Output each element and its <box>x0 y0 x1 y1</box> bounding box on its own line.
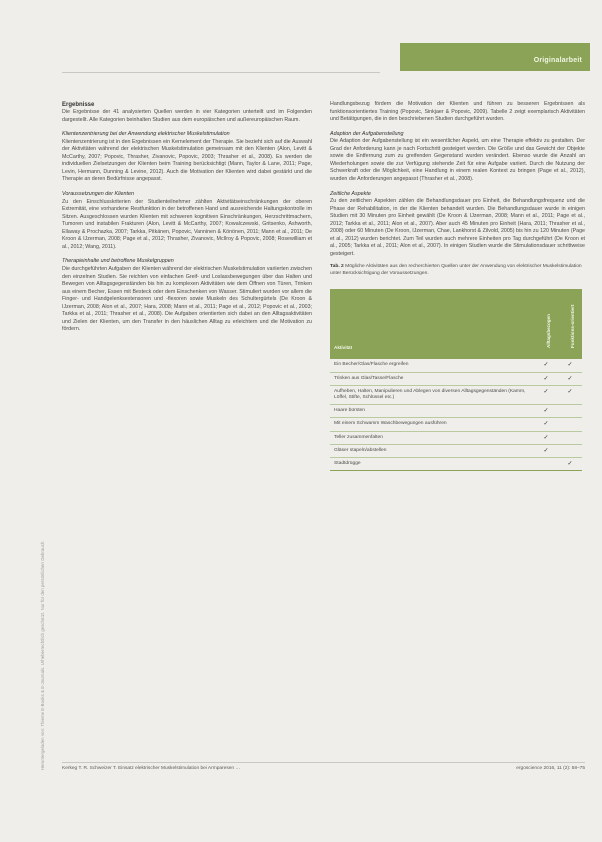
check-icon: ✓ <box>558 457 582 470</box>
table-row <box>330 372 582 385</box>
table-row <box>330 385 582 404</box>
table-cell-activity: Mit einem Schwamm Waschbewegungen ausführen <box>330 418 534 431</box>
footer-citation: Kerkeg T. R. Schweizer T. Einsatz elektrischer Muskelstimulation bei Armparesen … <box>62 766 241 771</box>
table-cell-activity: Gläser stapeln/abstellen <box>330 444 534 457</box>
check-icon: ✓ <box>534 359 558 372</box>
check-icon: ✓ <box>534 418 558 431</box>
paragraph-continued: Handlungsbezug fördern die Motivation der Klienten und führen zu besseren Ergebnissen als funktionsorientiertes Training (Popovic, Sinkjaer & Popovic, 2009). Tabelle 2 zeigt exemplarisch Aktivitäten und Betätigungen, die in den beschriebenen Studien durchgeführt wurden. <box>330 101 585 123</box>
check-icon: ✓ <box>558 385 582 404</box>
table-cell-activity: Trinken aus Glas/Tasse/Flasche <box>330 372 534 385</box>
subheading-adaptation: Adaption der Aufgabenstellung <box>330 130 404 137</box>
table-header-function: Funktions-orientiert <box>558 289 582 359</box>
check-icon <box>534 457 558 470</box>
left-column <box>62 101 312 334</box>
subheading-therapy-content: Therapieinhalte und betroffene Muskelgruppen <box>62 258 174 265</box>
table-row <box>330 444 582 457</box>
check-icon: ✓ <box>534 385 558 404</box>
table-cell-activity: Stadtdrügge <box>330 457 534 470</box>
footer-rule <box>62 762 585 763</box>
table-row <box>330 457 582 470</box>
table-cell-activity: Ein Becher/Glas/Flasche ergreifen <box>330 359 534 372</box>
activity-table <box>330 289 582 471</box>
table-row <box>330 405 582 418</box>
table-body <box>330 359 582 470</box>
check-icon <box>558 444 582 457</box>
table-header-row <box>330 289 582 359</box>
check-icon: ✓ <box>534 431 558 444</box>
section-label: Originalarbeit <box>533 57 582 64</box>
check-icon: ✓ <box>534 405 558 418</box>
table-cell-activity: Haare bürsten <box>330 405 534 418</box>
table-header-activity: Aktivität <box>330 289 534 359</box>
check-icon <box>558 431 582 444</box>
check-icon: ✓ <box>534 444 558 457</box>
check-icon: ✓ <box>558 359 582 372</box>
table-cell-activity: Aufheben, Halten, Manipulieren und Ablegen von diversen Alltagsgegenständen (Kamm, Löffel, Stifte, Schlüssel etc.) <box>330 385 534 404</box>
heading-results: Ergebnisse <box>62 102 95 108</box>
paragraph-adaptation: Die Adaption der Aufgabenstellung ist ein wesentlicher Aspekt, um eine Therapie effektiv zu gestalten. Der Grad der Anforderung kann je nach Fortschritt gesteigert werden. Die Größe und das Gewicht der Objekte sowie die Entfernung zum zu greifenden Gegenstand wurden verändert. Ebenso wurde die Anzahl an Wiederholungen sowie die zur Verfügung stehende Zeit für eine Aufgabe variiert. Durch die Nutzung der Schwerkraft oder die Möglichkeit, eine Handlung in einem realen Kontext zu bringen (Page et al., 2012), wurden die Anforderungen angepasst (Thrasher et al., 2008). <box>330 138 585 182</box>
right-column <box>330 101 585 471</box>
paragraph-prerequisites: Zu den Einschlusskriterien der Studienteilnehmer zählten Aktivitätseinschränkungen der oberen Extremität, eine vorhandene Restfunktion in der betroffenen Hand und ausreichende Haltungskontrolle im Sitzen. Ausgeschlossen wurden Klienten mit schweren kognitiven Einschränkungen, Herzschrittmachern, Tumoren und instabilen Frakturen (Alon, Levitt & McCarthy, 2007; Kowalczewski, Gritsenko, Ashworth, Ellaway & Prochazka, 2007; Tarkka, Pitkänen, Popovic, Vanninen & Könönen, 2011; Mann et al., 2011; De Kroon & IJzerman, 2008; Page et al., 2012; Thrasher, Zivanovic, McIlroy & Popovic, 2008; Rosewilliam et al., 2012; Wang, 2011). <box>62 198 312 250</box>
table-row <box>330 418 582 431</box>
check-icon <box>558 418 582 431</box>
header-rule <box>62 72 380 73</box>
table-row <box>330 431 582 444</box>
table-header-everyday: Alltagsbezogen <box>534 289 558 359</box>
check-icon <box>558 405 582 418</box>
check-icon: ✓ <box>558 372 582 385</box>
download-note: Heruntergeladen von: Thieme E-Books & E-Journals. Urheberrechtlich geschützt. Nur für den persönlichen Gebrauch. <box>40 540 45 770</box>
table-caption-label: Tab. 2 <box>330 264 344 270</box>
paragraph-therapy-content: Die durchgeführten Aufgaben der Klienten während der elektrischen Muskelstimulation variierten zwischen den einzelnen Studien. Sie reichten von einfachen Greif- und Loslassbewegungen über das Halten und Bewegen von Alltagsgegenständen bis hin zu komplexen Aktivitäten wie dem Öffnen von Türen, Trinken aus einem Becher, Essen mit Besteck oder dem Einschenken von Wasser. Stimuliert wurden vor allem die Finger- und Handgelenksextensoren und -flexoren sowie Muskeln des Schultergürtels (De Kroon & IJzerman, 2008; Alon et al., 2007; Hara, 2008; Mann et al., 2011; Page et al., 2012; Popovic et al., 2003; Tarkka et al., 2011; Thrasher et al., 2008). Die Aufgaben orientierten sich dabei an den Alltagsaktivitäten und Zielen der Klienten, um den Transfer in den häuslichen Alltag zu erleichtern und die Motivation zu fördern. <box>62 265 312 333</box>
table-row <box>330 359 582 372</box>
subheading-prerequisites: Voraussetzungen der Klienten <box>62 190 135 197</box>
paragraph-intro: Die Ergebnisse der 41 analysierten Quellen werden in vier Kategorien unterteilt und im Folgenden dargestellt. Alle Kategorien beinhalten Studien aus dem europäischen und außereuropäischen Raum. <box>62 109 312 123</box>
table-caption <box>330 264 585 277</box>
paragraph-client-centering: Klientenzentrierung ist in den Ergebnissen ein Kernelement der Therapie. Sie bezieht sich auf die Auswahl der Aktivitäten während der elektrischen Muskelstimulation gemeinsam mit den Klienten (Alon, Levitt & McCarthy, 2007; Popovic, Thrasher, Zivanovic, Popovic, 2003; Thrasher et al., 2008). Es werden die individuellen Zielsetzungen der Klienten beim Training berücksichtigt (Mann, Taylor & Lane, 2011; Page, Levin, Hermann, Dunning & Levine, 2012). Auch die Motivation der Klienten wird dabei gestärkt und die Therapie an deren Bedürfnisse angepasst. <box>62 138 312 183</box>
section-header-bar <box>400 43 590 71</box>
footer-journal: ergoscience 2016, 11 (2): 58–75 <box>516 766 585 771</box>
paragraph-time-aspects: Zu den zeitlichen Aspekten zählen die Behandlungsdauer pro Einheit, die Behandlungsfrequenz und die Phase der Rehabilitation, in der die Klienten behandelt wurden. Die Behandlungsdauer wurde in einigen Studien mit 30 Minuten pro Einheit gewählt (De Kroon & IJzerman, 2008; Mann et al., 2011; Page et al., 2012; Tarkka et al., 2011; Alon et al., 2007). Aber auch 45 Minuten pro Einheit (Hara, 2011; Thrasher et al., 2008) oder 60 Minuten (De Kroon, IJzerman, Chae, Lankhorst & Zilvold, 2005) bis hin zu 120 Minuten (Page et al., 2012) wurden berichtet. Zum Teil wurden auch mehrere Einheiten pro Tag durchgeführt (De Kroon et al., 2005; Tarkka et al., 2011; Alon et al., 2007). In einigen Studien wurde die Stimulationsdauer schrittweise gesteigert. <box>330 198 585 257</box>
subheading-time-aspects: Zeitliche Aspekte <box>330 190 371 197</box>
subheading-client-centering: Klientenzentrierung bei der Anwendung elektrischer Muskelstimulation <box>62 131 230 138</box>
table-caption-text: Mögliche Aktivitäten aus den recherchierten Quellen unter der Anwendung von elektrischer Muskelstimulation unter Berücksichtigung der Voraussetzungen. <box>330 264 582 276</box>
table-cell-activity: Teller zusammenfalten <box>330 431 534 444</box>
check-icon: ✓ <box>534 372 558 385</box>
